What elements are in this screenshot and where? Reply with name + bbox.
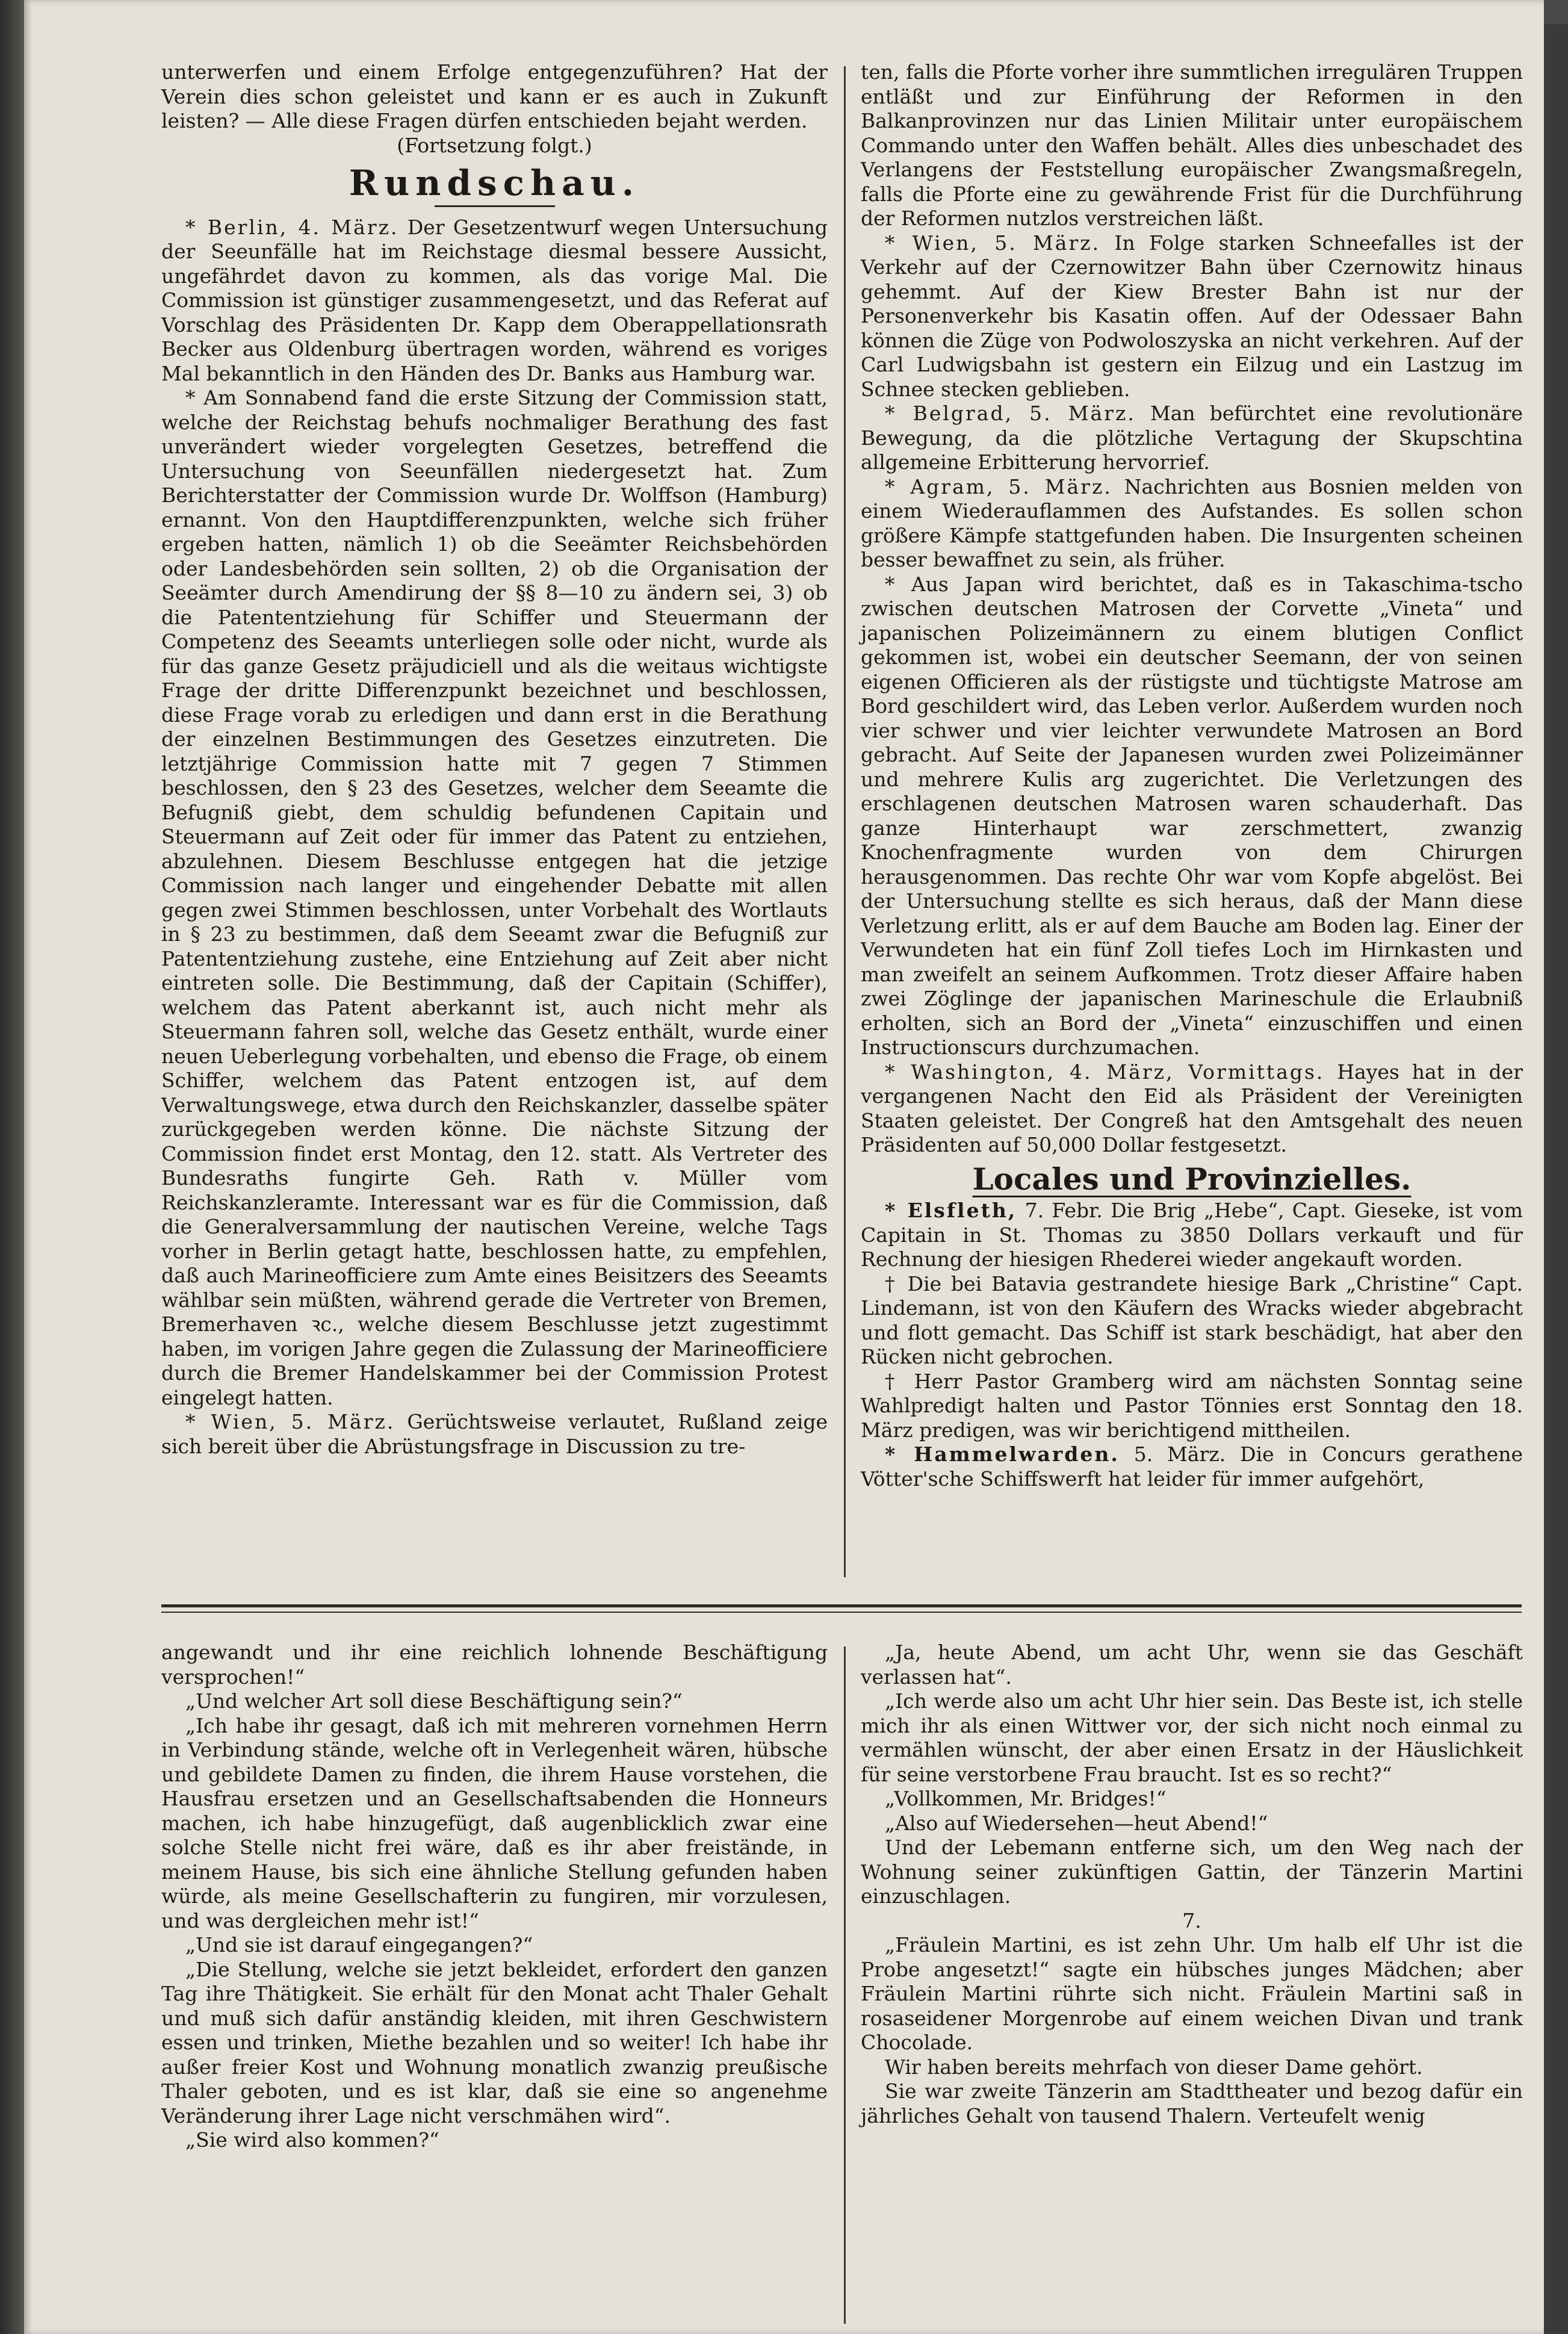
news-text: 7. Febr. Die Brig „Hebe“, Capt. Gieseke, ist vom Capitain in St. Thomas zu 3850 Dollars verkauft und für Rechnung der hiesigen Rhederei wieder angekauft worden. bbox=[861, 1199, 1523, 1271]
local-item-pastor: † Herr Pastor Gramberg wird am nächsten Sonntag seine Wahlpredigt halten und Pastor Tönnies erst Sonntag den 18. März predigen, was wir berichtigend mittheilen. bbox=[861, 1369, 1523, 1442]
feuilleton-column-left bbox=[161, 1640, 828, 2153]
story-paragraph: „Und sie ist darauf eingegangen?“ bbox=[185, 1933, 533, 1957]
story-paragraph: „Vollkommen, Mr. Bridges!“ bbox=[885, 1787, 1167, 1810]
chapter-number: 7. bbox=[1182, 1908, 1201, 1932]
dateline: * Berlin, 4. März. bbox=[185, 215, 399, 239]
column-top-right bbox=[861, 60, 1523, 1491]
news-text: Der Gesetzentwurf wegen Untersuchung der Seeunfälle hat im Reichstage diesmal bessere Aussicht, ungefährdet davon zu kommen, als das vorige Mal. Die Commission ist günstiger zusammengesetzt, und das Referat auf Vorschlag des Präsidenten Dr. Kapp dem Oberappellationsrath Becker aus Oldenburg übertragen worden, während es voriges Mal bekanntlich in den Händen des Dr. Banks aus Hamburg war. bbox=[161, 215, 828, 385]
story-paragraph: „Fräulein Martini, es ist zehn Uhr. Um halb elf Uhr ist die Probe angesetzt!“ sagte ein hübsches junges Mädchen; aber Fräulein Martini rührte sich nicht. Fräulein Martini saß in rosaseidener Morgenrobe auf einem weichen Divan und trank Chocolade. bbox=[861, 1933, 1523, 2054]
dateline: * Hammelwarden. bbox=[885, 1442, 1120, 1466]
story-paragraph: „Ich habe ihr gesagt, daß ich mit mehreren vornehmen Herrn in Verbindung stände, welche oft in Verlegenheit wären, hübsche und gebildete Damen zu finden, die ihrem Hause vorstehen, die Hausfrau ersetzen und an Gesellschaftsabenden die Honneurs machen, ich habe hinzugefügt, daß augenblicklich zwar eine solche Stelle nicht frei wäre, daß es ihr aber freistände, in meinem Hause, bis sich eine ähnliche Stellung gefunden haben würde, als meine Gesellschafterin zu fungiren, mir vorzulesen, und was dergleichen mehr ist!“ bbox=[161, 1713, 828, 1932]
column-divider-bottom bbox=[844, 1647, 846, 2324]
news-item-belgrad bbox=[861, 402, 1523, 475]
section-heading-locales: Locales und Provinzielles. bbox=[972, 1161, 1412, 1197]
dateline: * Wien, 5. März. bbox=[885, 231, 1101, 255]
news-item-agram bbox=[861, 475, 1523, 573]
story-paragraph: Und der Lebemann entferne sich, um den Weg nach der Wohnung seiner zukünftigen Gattin, der Tänzerin Martini einzuschlagen. bbox=[861, 1836, 1523, 1908]
news-text: 5. März. Die in Concurs gerathene Vötter'sche Schiffswerft hat leider für immer aufgehört, bbox=[861, 1442, 1523, 1491]
to-be-continued: (Fortsetzung folgt.) bbox=[397, 133, 592, 157]
column-top-left bbox=[161, 60, 828, 1459]
local-item-hammelwarden bbox=[861, 1442, 1523, 1491]
news-text: In Folge starken Schneefalles ist der Verkehr auf der Czernowitzer Bahn über Czernowitz hinaus gehemmt. Auf der Kiew Brester Bahn ist nur der Personenverkehr bis Kasatin offen. Auf der Odessaer Bahn können die Züge von Podwoloszyska an nicht verkehren. Auf der Carl Ludwigsbahn ist gestern ein Eilzug und ein Lastzug im Schnee stecken geblieben. bbox=[861, 231, 1523, 401]
book-binding bbox=[0, 0, 24, 2334]
dateline: * Belgrad, 5. März. bbox=[885, 402, 1136, 425]
dateline: * Agram, 5. März. bbox=[885, 474, 1112, 498]
page-edge bbox=[1544, 24, 1568, 2334]
story-paragraph: angewandt und ihr eine reichlich lohnende Beschäftigung versprochen!“ bbox=[161, 1640, 828, 1689]
dateline: * Elsfleth, bbox=[885, 1199, 1017, 1222]
column-divider-top bbox=[844, 66, 846, 1577]
feuilleton-rule-thin bbox=[161, 1612, 1522, 1613]
dateline: * Wien, 5. März. bbox=[185, 1410, 395, 1433]
news-item-berlin bbox=[161, 216, 828, 386]
section-heading-rundschau: Rundschau. bbox=[349, 163, 640, 203]
news-item-washington bbox=[861, 1060, 1523, 1158]
news-text: Man befürchtet eine revolutionäre Bewegung, da die plötzliche Vertagung der Skupschtina allgemeine Erbitterung hervorrief. bbox=[861, 402, 1523, 474]
story-paragraph: „Und welcher Art soll diese Beschäftigung sein?“ bbox=[185, 1689, 683, 1713]
continuation-text: ten, falls die Pforte vorher ihre summtlichen irregulären Truppen entläßt und zur Einführung der Reformen in den Balkanprovinzen nur das Linien Militair unter europäischem Commando unter den Waffen behält. Alles dies unbeschadet des Verlangens der Feststellung europäischer Zwangsmaßregeln, falls die Pforte eine zu gewährende Frist für die Durchführung der Reformen nutzlos verstreichen läßt. bbox=[861, 60, 1523, 230]
news-item-wien bbox=[161, 1410, 828, 1459]
dateline: * Washington, 4. März, Vormittags. bbox=[885, 1060, 1325, 1084]
story-paragraph: Sie war zweite Tänzerin am Stadttheater und bezog dafür ein jährliches Gehalt von tausend Thalern. Verteufelt wenig bbox=[861, 2079, 1523, 2128]
news-item-commission: * Am Sonnabend fand die erste Sitzung der Commission statt, welche der Reichstag behufs nochmaliger Berathung des fast unverändert wieder vorgelegten Gesetzes, betreffend die Untersuchung von Seeunfällen niedergesetzt hat. Zum Berichterstatter der Commission wurde Dr. Wolffson (Hamburg) ernannt. Von den Hauptdifferenzpunkten, welche sich früher ergeben hatten, nämlich 1) ob die Seeämter Reichsbehörden oder Landesbehörden sein sollten, 2) ob die Organisation der Seeämter durch Amendirung der §§ 8—10 zu ändern sei, 3) ob die Patententziehung für Schiffer und Steuermann der Competenz des Seeamts unterliegen solle oder nicht, wurde als für das ganze Gesetz präjudiciell und als die weitaus wichtigste Frage der dritte Differenzpunkt bezeichnet und beschlossen, diese Frage vorab zu erledigen und dann erst in die Berathung der einzelnen Bestimmungen des Gesetzes einzutreten. Die letztjährige Commission hatte mit 7 gegen 7 Stimmen beschlossen, den § 23 des Gesetzes, welcher dem Seeamte die Befugniß giebt, dem schuldig befundenen Capitain und Steuermann auf Zeit oder für immer das Patent zu entziehen, abzulehnen. Diesem Beschlusse entgegen hat die jetzige Commission nach langer und eingehender Debatte mit allen gegen zwei Stimmen beschlossen, unter Vorbehalt des Wortlauts in § 23 zu bestimmen, daß dem Seeamt zwar die Befugniß zur Patententziehung zustehe, eine Entziehung auf Zeit aber nicht eintreten solle. Die Bestimmung, daß der Capitain (Schiffer), welchem das Patent aberkannt ist, auch nicht mehr als Steuermann fahren soll, welche das Gesetz enthält, wurde einer neuen Ueberlegung vorbehalten, und ebenso die Frage, ob einem Schiffer, welchem das Patent entzogen ist, auf dem Verwaltungswege, etwa durch den Reichskanzler, dasselbe später zurückgegeben werden könne. Die nächste Sitzung der Commission findet erst Montag, den 12. statt. Als Vertreter des Bundesraths fungirte Geh. Rath v. Müller vom Reichskanzleramte. Interessant war es für die Commission, daß die Generalversammlung der nautischen Vereine, welche Tags vorher in Berlin getagt hatte, beschlossen hatte, zu empfehlen, daß auch Marineofficiere zum Amte eines Beisitzers des Seeamts wählbar sein müßten, während gerade die Vertreter von Bremen, Bremerhaven ꝛc., welche diesem Beschlusse jetzt zugestimmt haben, im vorigen Jahre gegen die Zulassung der Marineofficiere durch die Bremer Handelskammer bei der Commission Protest eingelegt hatten. bbox=[161, 386, 828, 1409]
feuilleton-column-right bbox=[861, 1640, 1523, 2128]
story-paragraph: „Ich werde also um acht Uhr hier sein. Das Beste ist, ich stelle mich ihr als einen Wittwer vor, der sich nicht noch einmal zu vermählen wünscht, der aber einen Ersatz in der Häuslichkeit für seine verstorbene Frau braucht. Ist es so recht?“ bbox=[861, 1689, 1523, 1786]
heading-rule bbox=[435, 205, 555, 207]
story-paragraph: „Also auf Wiedersehen—heut Abend!“ bbox=[885, 1811, 1268, 1835]
story-paragraph: Wir haben bereits mehrfach von dieser Dame gehört. bbox=[885, 2055, 1423, 2079]
story-paragraph: „Die Stellung, welche sie jetzt bekleidet, erfordert den ganzen Tag ihre Thätigkeit. Sie erhält für den Monat acht Thaler Gehalt und muß sich dafür anständig kleiden, mit ihren Geschwistern essen und trinken, Miethe bezahlen und so weiter! Ich habe ihr außer freier Kost und Wohnung monatlich zwanzig preußische Thaler geboten, und es ist klar, daß sie eine so angenehme Veränderung ihrer Lage nicht verschmähen wird“. bbox=[161, 1957, 828, 2128]
news-item-japan: * Aus Japan wird berichtet, daß es in Takaschima-tscho zwischen deutschen Matrosen der Corvette „Vineta“ und japanischen Polizeimännern zu einem blutigen Conflict gekommen ist, wobei ein deutscher Seemann, der von seinen eigenen Officieren als der rüstigste und tüchtigste Matrose am Bord geschildert wird, das Leben verlor. Außerdem wurden noch vier schwer und vier leichter verwundete Matrosen an Bord gebracht. Auf Seite der Japanesen wurden zwei Polizeimänner und mehrere Kulis arg zugerichtet. Die Verletzungen des erschlagenen deutschen Matrosen waren schauderhaft. Das ganze Hinterhaupt war zerschmettert, zwanzig Knochenfragmente wurden von dem Chirurgen herausgenommen. Das rechte Ohr war vom Kopfe abgelöst. Bei der Untersuchung stellte es sich heraus, daß der Mann diese Verletzung erlitt, als er auf dem Bauche am Boden lag. Einer der Verwundeten hat ein fünf Zoll tiefes Loch im Hirnkasten und man zweifelt an seinem Aufkommen. Trotz dieser Affaire haben zwei Zöglinge der japanischen Marineschule die Erlaubniß erholten, sich an Bord der „Vineta“ einzuschiffen und einen Instructionscurs durchzumachen. bbox=[861, 572, 1523, 1059]
local-item-elsfleth bbox=[861, 1199, 1523, 1272]
news-item-wien-snow bbox=[861, 231, 1523, 402]
news-text: Gerüchtsweise verlautet, Rußland zeige sich bereit über die Abrüstungsfrage in Discussion zu tre- bbox=[161, 1410, 828, 1458]
news-text: Nachrichten aus Bosnien melden von einem Wiederauflammen des Aufstandes. Es sollen schon größere Kämpfe stattgefunden haben. Die Insurgenten scheinen besser bewaffnet zu sein, als früher. bbox=[861, 474, 1523, 571]
news-text: Hayes hat in der vergangenen Nacht den Eid als Präsident der Vereinigten Staaten geleistet. Der Congreß hat den Amtsgehalt des neuen Präsidenten auf 50,000 Dollar festgesetzt. bbox=[861, 1060, 1523, 1156]
local-item-batavia: † Die bei Batavia gestrandete hiesige Bark „Christine“ Capt. Lindemann, ist von den Käufern des Wracks wieder abgebracht und flott gemacht. Das Schiff ist stark beschädigt, hat aber den Rücken nicht gebrochen. bbox=[861, 1271, 1523, 1368]
continuation-text: unterwerfen und einem Erfolge entgegenzuführen? Hat der Verein dies schon geleistet und kann er es auch in Zukunft leisten? — Alle diese Fragen dürfen entschieden bejaht werden. bbox=[161, 60, 828, 132]
feuilleton-rule-thick bbox=[161, 1604, 1522, 1607]
story-paragraph: „Sie wird also kommen?“ bbox=[185, 2128, 439, 2152]
story-paragraph: „Ja, heute Abend, um acht Uhr, wenn sie das Geschäft verlassen hat“. bbox=[861, 1640, 1523, 1689]
